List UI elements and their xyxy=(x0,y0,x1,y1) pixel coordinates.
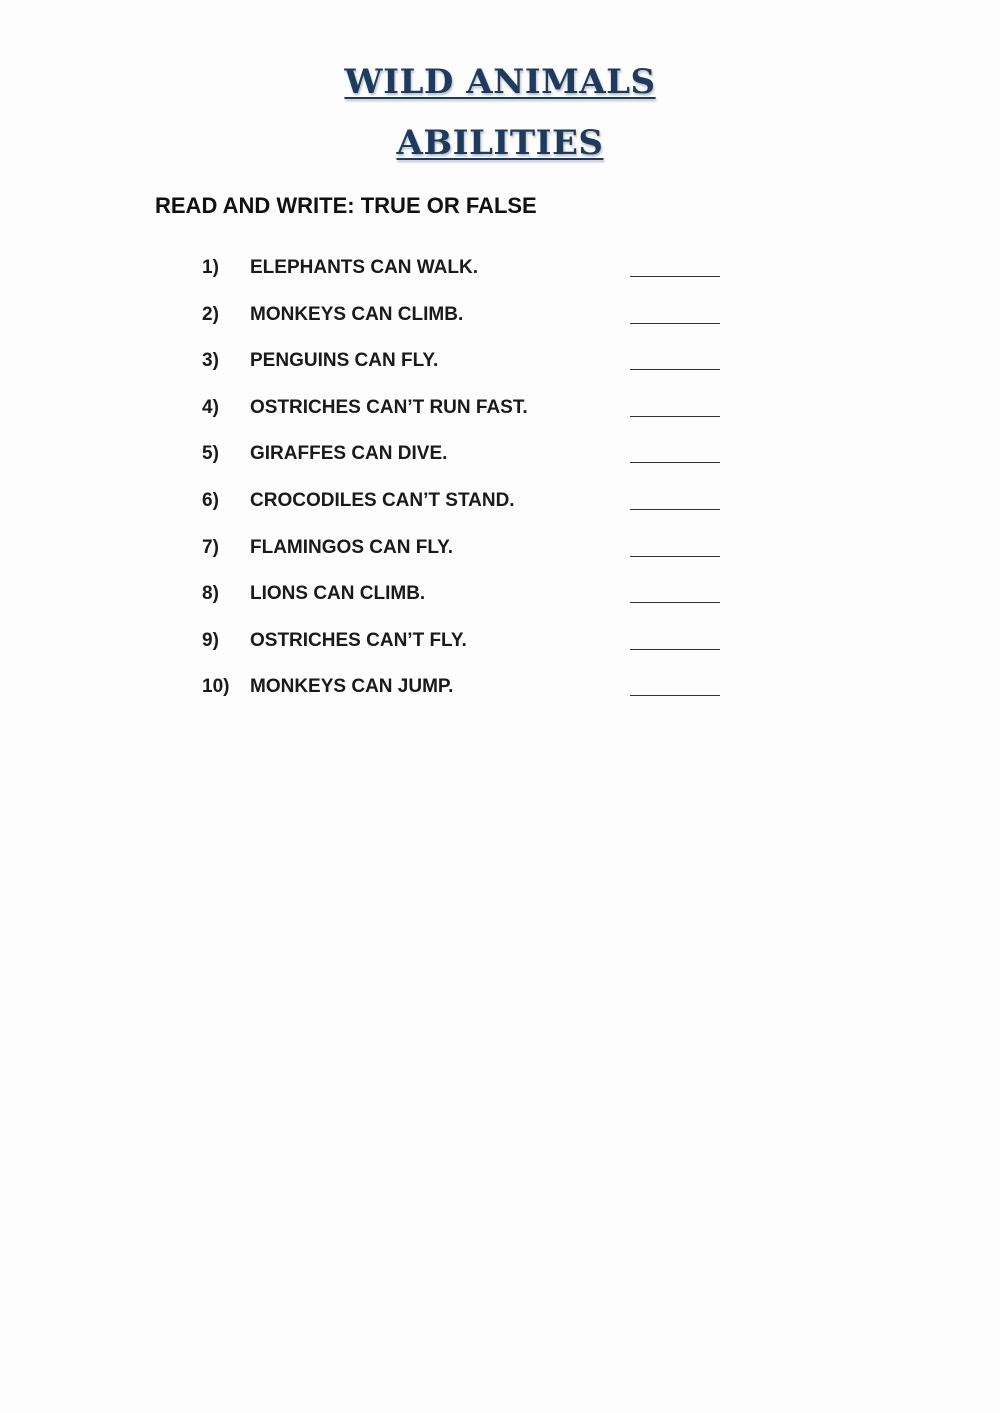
statement-item-3 xyxy=(202,348,742,395)
item-number: 2) xyxy=(202,303,219,325)
item-number: 10) xyxy=(202,676,230,698)
item-statement: CROCODILES CAN’T STAND. xyxy=(250,489,515,511)
item-statement: PENGUINS CAN FLY. xyxy=(250,350,439,372)
item-statement: OSTRICHES CAN’T RUN FAST. xyxy=(250,396,528,418)
item-statement: OSTRICHES CAN’T FLY. xyxy=(250,629,467,651)
answer-field-7[interactable] xyxy=(630,556,720,557)
answer-field-3[interactable] xyxy=(630,369,720,370)
title-line-1: WILD ANIMALS xyxy=(344,62,656,102)
statement-item-1 xyxy=(202,255,742,302)
item-number: 9) xyxy=(202,629,219,651)
item-number: 7) xyxy=(202,536,219,558)
answer-field-1[interactable] xyxy=(630,276,720,277)
instruction-text: READ AND WRITE: TRUE OR FALSE xyxy=(155,193,537,218)
answer-field-9[interactable] xyxy=(630,649,720,650)
item-statement: MONKEYS CAN CLIMB. xyxy=(250,303,464,325)
statement-list xyxy=(202,255,742,721)
statement-item-9 xyxy=(202,628,742,675)
answer-field-4[interactable] xyxy=(630,416,720,417)
title-line-2: ABILITIES xyxy=(396,123,604,163)
item-number: 8) xyxy=(202,583,219,605)
answer-field-8[interactable] xyxy=(630,602,720,603)
item-statement: LIONS CAN CLIMB. xyxy=(250,583,426,605)
item-statement: ELEPHANTS CAN WALK. xyxy=(250,257,478,278)
item-statement: FLAMINGOS CAN FLY. xyxy=(250,536,454,558)
item-number: 4) xyxy=(202,396,219,418)
statement-item-8 xyxy=(202,581,742,628)
statement-item-5 xyxy=(202,441,742,488)
title-wild-animals xyxy=(0,62,1000,102)
statement-item-7 xyxy=(202,535,742,582)
item-number: 1) xyxy=(202,257,219,278)
answer-field-10[interactable] xyxy=(630,695,720,696)
item-number: 3) xyxy=(202,350,219,372)
answer-field-6[interactable] xyxy=(630,509,720,510)
statement-item-10 xyxy=(202,674,742,721)
statement-item-6 xyxy=(202,488,742,535)
item-number: 6) xyxy=(202,489,219,511)
statement-item-2 xyxy=(202,302,742,349)
item-statement: GIRAFFES CAN DIVE. xyxy=(250,443,448,465)
answer-field-2[interactable] xyxy=(630,323,720,324)
item-statement: MONKEYS CAN JUMP. xyxy=(250,676,454,698)
title-abilities xyxy=(0,123,1000,163)
answer-field-5[interactable] xyxy=(630,462,720,463)
item-number: 5) xyxy=(202,443,219,465)
statement-item-4 xyxy=(202,395,742,442)
